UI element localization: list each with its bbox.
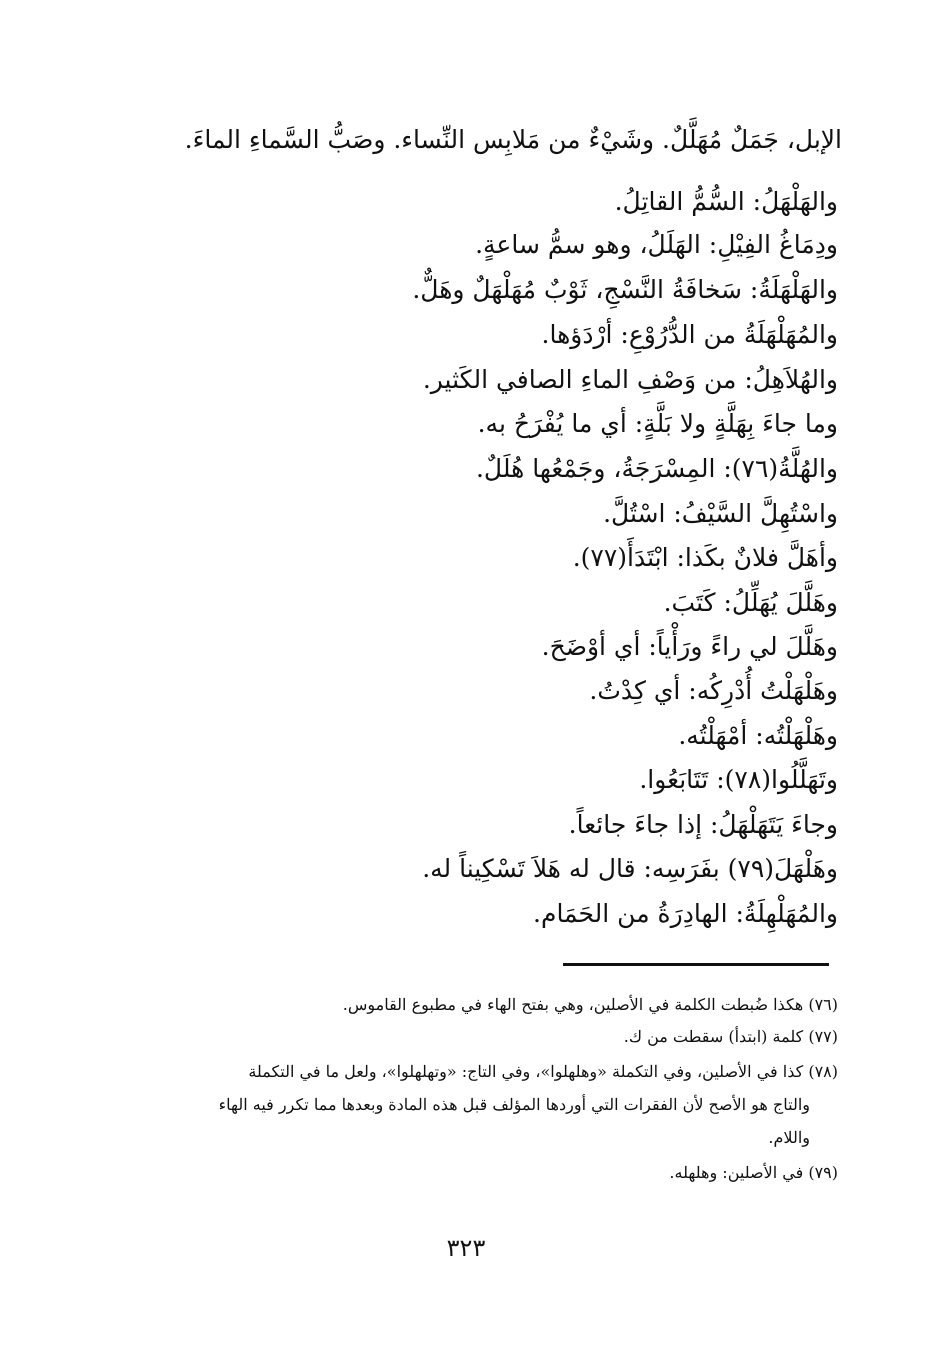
footnote-separator xyxy=(563,963,829,966)
text-line-2: والهَلْهَلُ: السُّمُّ القاتِلُ. xyxy=(614,187,838,216)
text-line-1: الإبل، جَمَلٌ مُهَلَّلٌ. وشَيْءٌ من مَلابِس النِّساء. وصَبُّ السَّماءِ الماءَ. xyxy=(184,125,842,154)
text-line-4: والهَلْهَلَةُ: سَخافَةُ النَّسْجِ، ثَوْبٌ مُهَلْهَلٌ وهَلٌّ. xyxy=(412,275,838,304)
text-line-13: وهَلْهَلْتُ أُدْرِكُه: أي كِدْتُ. xyxy=(589,676,838,705)
footnote-77: (٧٧) كلمة (ابتدأ) سقطت من ك. xyxy=(623,1027,838,1046)
text-line-7: وما جاءَ بِهَلَّةٍ ولا بَلَّةٍ: أي ما يُفْرَحُ به. xyxy=(477,409,838,438)
text-line-9: واسْتُهِلَّ السَّيْفُ: اسْتُلَّ. xyxy=(603,499,838,528)
text-line-18: والمُهَلْهِلَةُ: الهادِرَةُ من الحَمَام. xyxy=(533,899,838,928)
footnote-78-line-3: واللام. xyxy=(768,1128,810,1147)
text-line-16: وجاءَ يَتَهَلْهَلُ: إذا جاءَ جائعاً. xyxy=(568,810,838,839)
text-line-15: وتَهَلَّلُوا(٧٨): تَتَابَعُوا. xyxy=(639,765,838,794)
text-line-3: ودِمَاغُ الفِيْلِ: الهَلَلُ، وهو سمُّ ساعةٍ. xyxy=(475,230,838,259)
footnote-78: (٧٨) كذا في الأصلين، وفي التكملة «وهلهلوا»، وفي التاج: «وتهلهلوا»، ولعل ما في التكملة xyxy=(248,1062,838,1081)
text-line-14: وهَلْهَلْتُه: أمْهَلْتُه. xyxy=(678,721,838,750)
footnote-79: (٧٩) في الأصلين: وهلهله. xyxy=(669,1163,838,1182)
text-line-12: وهَلَّلَ لي راءً ورَأْياً: أي أوْضَحَ. xyxy=(541,632,838,661)
footnote-76: (٧٦) هكذا ضُبطت الكلمة في الأصلين، وهي بفتح الهاء في مطبوع القاموس. xyxy=(342,995,838,1014)
text-line-10: وأهَلَّ فلانٌ بكَذا: ابْتَدَأَ(٧٧). xyxy=(572,543,838,572)
footnote-78-line-2: والتاج هو الأصح لأن الفقرات التي أوردها المؤلف قبل هذه المادة وبعدها مما تكرر فيه الهاء xyxy=(218,1095,810,1114)
text-line-5: والمُهَلْهَلَةُ من الدُّرُوْعِ: أرْدَؤها. xyxy=(541,320,838,349)
text-line-17: وهَلْهَلَ(٧٩) بفَرَسِه: قال له هَلاَ تَسْكِيناً له. xyxy=(422,854,838,883)
text-line-11: وهَلَّلَ يُهَلِّلُ: كَتَبَ. xyxy=(663,588,838,617)
text-line-6: والهُلاَهِلُ: من وَصْفِ الماءِ الصافي الكَثير. xyxy=(422,365,838,394)
text-line-8: والهُلَّةُ(٧٦): المِسْرَجَةُ، وجَمْعُها هُلَلٌ. xyxy=(475,454,838,483)
page-number: ٣٢٣ xyxy=(446,1234,486,1262)
